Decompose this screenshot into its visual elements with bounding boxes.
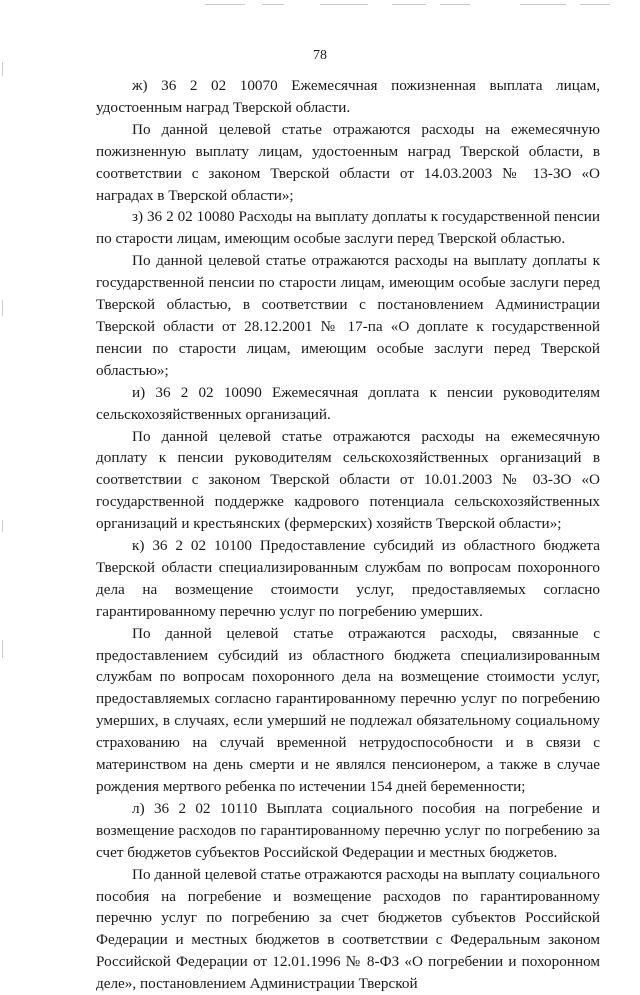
paragraph-item-k-heading: к) 36 2 02 10100 Предоставление субсидий из областного бюджета Тверской области специализированным службам по вопросам похоронного дела на возмещение стоимости услуг, предоставляемых согласно гарантированному перечню услуг по погребению умерших.	[96, 537, 600, 620]
paragraph-item-z-heading: з) 36 2 02 10080 Расходы на выплату доплаты к государственной пенсии по старости лицам, имеющим особые заслуги перед Тверской областью.	[96, 208, 600, 248]
paragraph-item-zh-description: По данной целевой статье отражаются расходы на ежемесячную пожизненную выплату лицам, удостоенным наград Тверской области, в соответствии с законом Тверской области от 14.03.2003 № 13-ЗО «О наградах в Тверской области»;	[96, 120, 600, 204]
paragraph-item-l-heading: л) 36 2 02 10110 Выплата социального пособия на погребение и возмещение расходов по гарантированному перечню услуг по погребению за счет бюджетов субъектов Российской Федерации и местных бюджетов.	[96, 799, 600, 861]
body-text	[96, 75, 600, 995]
paragraph-item-l-description: По данной целевой статье отражаются расходы на выплату социального пособия на погребение и возмещение расходов по гарантированному перечню услуг по погребению за счет бюджетов субъектов Российской Федерации и местных бюджетов в соответствии с Федеральным законом Российской Федерации от 12.01.1996 № 8-ФЗ «О погребении и похоронном деле», постановлением Администрации Тверской	[96, 865, 600, 993]
paragraph-item-k-description: По данной целевой статье отражаются расходы, связанные с предоставлением субсидий из областного бюджета специализированным службам по вопросам похоронного дела на возмещение стоимости услуг, предоставляемых согласно гарантированному перечню услуг по погребению умерших, в случаях, если умерший не подлежал обязательному социальному страхованию на случай временной нетрудоспособности и в связи с материнством на день смерти и не являлся пенсионером, а также в случае рождения мертвого ребенка по истечении 154 дней беременности;	[96, 624, 600, 795]
paragraph-item-z-description: По данной целевой статье отражаются расходы на выплату доплаты к государственной пенсии по старости лицам, имеющим особые заслуги перед Тверской областью, в соответствии с постановлением Администрации Тверской области от 28.12.2001 № 17-па «О доплате к государственной пенсии по старости лицам, имеющим особые заслуги перед Тверской областью»;	[96, 252, 600, 379]
paragraph-item-i-description: По данной целевой статье отражаются расходы на ежемесячную доплату к пенсии руководителям сельскохозяйственных организаций в соответствии с законом Тверской области от 10.01.2003 № 03-ЗО «О государственной поддержке кадрового потенциала сельскохозяйственных организаций и крестьянских (фермерских) хозяйств Тверской области»;	[96, 427, 600, 533]
paragraph-item-i-heading: и) 36 2 02 10090 Ежемесячная доплата к пенсии руководителям сельскохозяйственных организаций.	[96, 383, 600, 423]
paragraph-item-zh-heading: ж) 36 2 02 10070 Ежемесячная пожизненная выплата лицам, удостоенным наград Тверской области.	[96, 77, 600, 116]
page-number: 78	[313, 48, 327, 63]
scan-top-marks	[0, 4, 640, 10]
